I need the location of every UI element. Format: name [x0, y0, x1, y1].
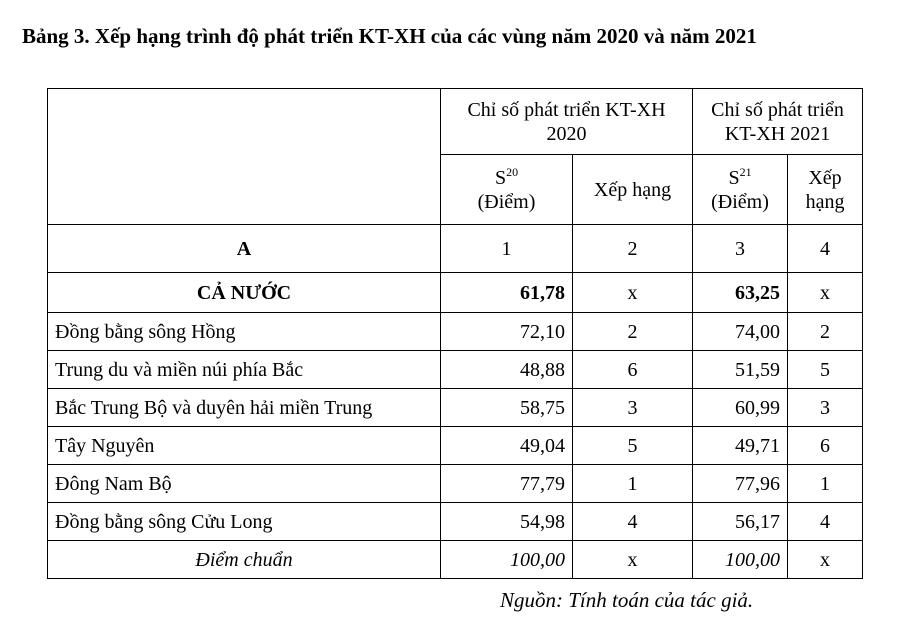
table-row	[48, 389, 863, 427]
region-name: Tây Nguyên	[48, 427, 441, 465]
rank-2021: x	[788, 541, 863, 579]
score-2021: 51,59	[693, 351, 788, 389]
rank-2020: 2	[573, 313, 693, 351]
region-name: Đông Nam Bộ	[48, 465, 441, 503]
score-2020: 100,00	[441, 541, 573, 579]
region-name: CẢ NƯỚC	[48, 273, 441, 313]
score-2020: 58,75	[441, 389, 573, 427]
table-row	[48, 313, 863, 351]
s20-base: S	[494, 166, 507, 189]
score-2020: 72,10	[441, 313, 573, 351]
s21-unit: (Điểm)	[711, 190, 769, 213]
ranking-table	[47, 88, 863, 579]
rank-2020: 3	[573, 389, 693, 427]
index-cell-4: 4	[788, 225, 863, 273]
header-group-2021: Chỉ số phát triển KT-XH 2021	[693, 89, 863, 155]
score-2021: 56,17	[693, 503, 788, 541]
score-2020: 49,04	[441, 427, 573, 465]
region-name: Đồng bằng sông Cửu Long	[48, 503, 441, 541]
score-2021: 77,96	[693, 465, 788, 503]
rank-2021: 1	[788, 465, 863, 503]
table-row	[48, 465, 863, 503]
benchmark-row	[48, 541, 863, 579]
score-2020: 48,88	[441, 351, 573, 389]
index-cell-1: 1	[441, 225, 573, 273]
header-group-2020: Chỉ số phát triển KT-XH 2020	[441, 89, 693, 155]
score-2021: 63,25	[693, 273, 788, 313]
rank-2020: 4	[573, 503, 693, 541]
rank-2021: 4	[788, 503, 863, 541]
header-rank-2020: Xếp hạng	[573, 155, 693, 225]
s21-base: S	[728, 166, 740, 189]
score-2021: 60,99	[693, 389, 788, 427]
score-2021: 49,71	[693, 427, 788, 465]
table-row	[48, 503, 863, 541]
table-row	[48, 427, 863, 465]
rank-2020: 5	[573, 427, 693, 465]
s20-unit: (Điểm)	[477, 190, 536, 213]
index-cell-a: A	[48, 225, 441, 273]
rank-2020: 6	[573, 351, 693, 389]
header-rank-2021: Xếp hạng	[788, 155, 863, 225]
rank-2020: x	[573, 273, 693, 313]
table-row	[48, 351, 863, 389]
header-s21	[693, 155, 788, 225]
score-2020: 77,79	[441, 465, 573, 503]
rank-2021: 3	[788, 389, 863, 427]
header-blank-cell	[48, 89, 441, 225]
rank-2021: 2	[788, 313, 863, 351]
region-name: Điểm chuẩn	[48, 541, 441, 579]
region-name: Trung du và miền núi phía Bắc	[48, 351, 441, 389]
region-name: Bắc Trung Bộ và duyên hải miền Trung	[48, 389, 441, 427]
region-name: Đồng bằng sông Hồng	[48, 313, 441, 351]
table-title: Bảng 3. Xếp hạng trình độ phát triển KT-XH của các vùng năm 2020 và năm 2021	[22, 24, 757, 48]
index-row	[48, 225, 863, 273]
header-row-groups	[48, 89, 863, 155]
rank-2021: 6	[788, 427, 863, 465]
index-cell-3: 3	[693, 225, 788, 273]
national-row	[48, 273, 863, 313]
score-2021: 74,00	[693, 313, 788, 351]
header-s20	[441, 155, 573, 225]
rank-2020: x	[573, 541, 693, 579]
rank-2021: x	[788, 273, 863, 313]
rank-2021: 5	[788, 351, 863, 389]
rank-2020: 1	[573, 465, 693, 503]
s21-sup: 21	[739, 164, 752, 179]
score-2021: 100,00	[693, 541, 788, 579]
index-cell-2: 2	[573, 225, 693, 273]
score-2020: 61,78	[441, 273, 573, 313]
score-2020: 54,98	[441, 503, 573, 541]
source-note: Nguồn: Tính toán của tác giả.	[500, 588, 754, 612]
s20-sup: 20	[506, 164, 519, 179]
